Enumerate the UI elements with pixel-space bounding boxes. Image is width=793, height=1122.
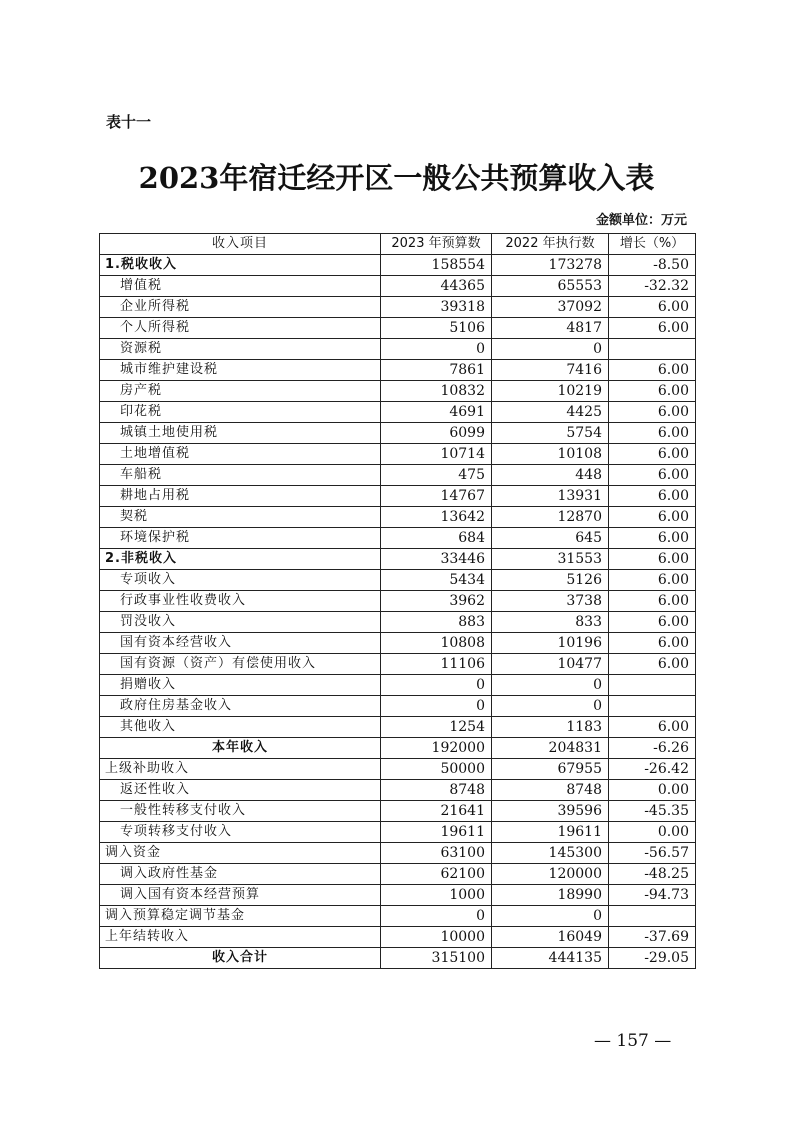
actual-cell: 8748 <box>492 780 609 801</box>
growth-cell: 6.00 <box>609 381 696 402</box>
table-row <box>100 591 696 612</box>
growth-cell <box>609 339 696 360</box>
table-row <box>100 738 696 759</box>
table-row <box>100 423 696 444</box>
budget-cell: 63100 <box>381 843 492 864</box>
actual-cell: 448 <box>492 465 609 486</box>
budget-cell: 8748 <box>381 780 492 801</box>
actual-cell: 18990 <box>492 885 609 906</box>
growth-cell: 6.00 <box>609 570 696 591</box>
growth-cell: -6.26 <box>609 738 696 759</box>
table-row <box>100 948 696 969</box>
actual-cell: 145300 <box>492 843 609 864</box>
growth-cell: 6.00 <box>609 402 696 423</box>
actual-cell: 444135 <box>492 948 609 969</box>
growth-cell: 6.00 <box>609 549 696 570</box>
budget-cell: 14767 <box>381 486 492 507</box>
row-item-name: 上年结转收入 <box>100 927 381 948</box>
row-item-name: 车船税 <box>100 465 381 486</box>
table-row <box>100 486 696 507</box>
actual-cell: 39596 <box>492 801 609 822</box>
row-item-name: 资源税 <box>100 339 381 360</box>
budget-cell: 10714 <box>381 444 492 465</box>
budget-cell: 0 <box>381 339 492 360</box>
actual-cell: 16049 <box>492 927 609 948</box>
actual-cell: 204831 <box>492 738 609 759</box>
table-row <box>100 801 696 822</box>
row-item-name: 调入政府性基金 <box>100 864 381 885</box>
row-item-name: 调入资金 <box>100 843 381 864</box>
row-item-name: 城镇土地使用税 <box>100 423 381 444</box>
page-title: 2023年宿迁经开区一般公共预算收入表 <box>138 161 655 195</box>
growth-cell <box>609 906 696 927</box>
budget-cell: 39318 <box>381 297 492 318</box>
budget-cell: 0 <box>381 675 492 696</box>
actual-cell: 0 <box>492 906 609 927</box>
actual-cell: 5754 <box>492 423 609 444</box>
actual-cell: 12870 <box>492 507 609 528</box>
budget-cell: 475 <box>381 465 492 486</box>
growth-cell: -29.05 <box>609 948 696 969</box>
growth-cell: 0.00 <box>609 780 696 801</box>
table-row <box>100 696 696 717</box>
table-row <box>100 612 696 633</box>
row-item-name: 2.非税收入 <box>100 549 381 570</box>
budget-cell: 0 <box>381 696 492 717</box>
table-row <box>100 759 696 780</box>
budget-cell: 62100 <box>381 864 492 885</box>
table-row <box>100 255 696 276</box>
row-item-name: 专项收入 <box>100 570 381 591</box>
growth-cell: 0.00 <box>609 822 696 843</box>
table-row <box>100 339 696 360</box>
growth-cell <box>609 675 696 696</box>
actual-cell: 67955 <box>492 759 609 780</box>
table-row <box>100 675 696 696</box>
growth-cell: 6.00 <box>609 318 696 339</box>
budget-cell: 315100 <box>381 948 492 969</box>
growth-cell: 6.00 <box>609 717 696 738</box>
row-item-name: 一般性转移支付收入 <box>100 801 381 822</box>
table-row <box>100 906 696 927</box>
actual-cell: 120000 <box>492 864 609 885</box>
budget-cell: 192000 <box>381 738 492 759</box>
budget-cell: 4691 <box>381 402 492 423</box>
table-row <box>100 381 696 402</box>
row-item-name: 国有资本经营收入 <box>100 633 381 654</box>
actual-cell: 31553 <box>492 549 609 570</box>
actual-cell: 13931 <box>492 486 609 507</box>
table-row <box>100 444 696 465</box>
page-number: — 157 — <box>594 1031 672 1051</box>
growth-cell: 6.00 <box>609 297 696 318</box>
row-item-name: 个人所得税 <box>100 318 381 339</box>
table-row <box>100 318 696 339</box>
column-header-budget: 2023 年预算数 <box>381 234 492 255</box>
row-item-name: 1.税收收入 <box>100 255 381 276</box>
row-item-name: 其他收入 <box>100 717 381 738</box>
table-row <box>100 780 696 801</box>
table-body <box>100 255 696 969</box>
budget-cell: 684 <box>381 528 492 549</box>
budget-cell: 1000 <box>381 885 492 906</box>
budget-cell: 19611 <box>381 822 492 843</box>
table-row <box>100 843 696 864</box>
row-item-name: 调入国有资本经营预算 <box>100 885 381 906</box>
row-item-name: 调入预算稳定调节基金 <box>100 906 381 927</box>
table-row <box>100 717 696 738</box>
actual-cell: 4817 <box>492 318 609 339</box>
growth-cell: 6.00 <box>609 654 696 675</box>
actual-cell: 645 <box>492 528 609 549</box>
growth-cell: 6.00 <box>609 633 696 654</box>
row-item-name: 返还性收入 <box>100 780 381 801</box>
table-row <box>100 297 696 318</box>
table-row <box>100 927 696 948</box>
budget-cell: 883 <box>381 612 492 633</box>
actual-cell: 0 <box>492 339 609 360</box>
actual-cell: 1183 <box>492 717 609 738</box>
growth-cell: -56.57 <box>609 843 696 864</box>
row-item-name: 国有资源（资产）有偿使用收入 <box>100 654 381 675</box>
budget-cell: 11106 <box>381 654 492 675</box>
budget-cell: 5106 <box>381 318 492 339</box>
actual-cell: 10108 <box>492 444 609 465</box>
actual-cell: 65553 <box>492 276 609 297</box>
budget-cell: 7861 <box>381 360 492 381</box>
budget-cell: 0 <box>381 906 492 927</box>
actual-cell: 0 <box>492 696 609 717</box>
row-item-name: 专项转移支付收入 <box>100 822 381 843</box>
actual-cell: 0 <box>492 675 609 696</box>
table-row <box>100 822 696 843</box>
row-item-name: 捐赠收入 <box>100 675 381 696</box>
actual-cell: 37092 <box>492 297 609 318</box>
row-item-name: 政府住房基金收入 <box>100 696 381 717</box>
growth-cell: 6.00 <box>609 360 696 381</box>
budget-cell: 10808 <box>381 633 492 654</box>
table-row <box>100 528 696 549</box>
row-item-name: 印花税 <box>100 402 381 423</box>
row-item-name: 行政事业性收费收入 <box>100 591 381 612</box>
actual-cell: 4425 <box>492 402 609 423</box>
growth-cell: 6.00 <box>609 612 696 633</box>
growth-cell: 6.00 <box>609 465 696 486</box>
column-header-actual: 2022 年执行数 <box>492 234 609 255</box>
actual-cell: 833 <box>492 612 609 633</box>
row-item-name: 上级补助收入 <box>100 759 381 780</box>
growth-cell: -32.32 <box>609 276 696 297</box>
table-row <box>100 885 696 906</box>
growth-cell: -8.50 <box>609 255 696 276</box>
actual-cell: 10196 <box>492 633 609 654</box>
row-item-name: 耕地占用税 <box>100 486 381 507</box>
budget-cell: 10832 <box>381 381 492 402</box>
table-number: 表十一 <box>106 113 152 131</box>
budget-cell: 158554 <box>381 255 492 276</box>
table-row <box>100 549 696 570</box>
budget-cell: 1254 <box>381 717 492 738</box>
row-item-name: 环境保护税 <box>100 528 381 549</box>
table-row <box>100 402 696 423</box>
growth-cell: -37.69 <box>609 927 696 948</box>
table-row <box>100 570 696 591</box>
budget-cell: 33446 <box>381 549 492 570</box>
budget-cell: 5434 <box>381 570 492 591</box>
row-item-name: 土地增值税 <box>100 444 381 465</box>
growth-cell: 6.00 <box>609 486 696 507</box>
growth-cell: 6.00 <box>609 507 696 528</box>
column-header-growth: 增长（%） <box>609 234 696 255</box>
row-item-name: 城市维护建设税 <box>100 360 381 381</box>
budget-cell: 50000 <box>381 759 492 780</box>
growth-cell: 6.00 <box>609 444 696 465</box>
actual-cell: 5126 <box>492 570 609 591</box>
growth-cell: -45.35 <box>609 801 696 822</box>
actual-cell: 10219 <box>492 381 609 402</box>
budget-cell: 13642 <box>381 507 492 528</box>
table-header-row <box>100 234 696 255</box>
row-item-name: 房产税 <box>100 381 381 402</box>
column-header-item: 收入项目 <box>100 234 381 255</box>
actual-cell: 3738 <box>492 591 609 612</box>
budget-cell: 44365 <box>381 276 492 297</box>
table-row <box>100 276 696 297</box>
growth-cell: 6.00 <box>609 591 696 612</box>
unit-label: 金额单位：万元 <box>595 213 687 228</box>
growth-cell: -26.42 <box>609 759 696 780</box>
growth-cell: -94.73 <box>609 885 696 906</box>
table-row <box>100 864 696 885</box>
actual-cell: 7416 <box>492 360 609 381</box>
actual-cell: 173278 <box>492 255 609 276</box>
growth-cell: -48.25 <box>609 864 696 885</box>
row-item-name: 企业所得税 <box>100 297 381 318</box>
row-item-name: 收入合计 <box>100 948 381 969</box>
revenue-table <box>99 233 696 969</box>
growth-cell: 6.00 <box>609 528 696 549</box>
growth-cell: 6.00 <box>609 423 696 444</box>
row-item-name: 契税 <box>100 507 381 528</box>
row-item-name: 本年收入 <box>100 738 381 759</box>
budget-cell: 21641 <box>381 801 492 822</box>
actual-cell: 19611 <box>492 822 609 843</box>
growth-cell <box>609 696 696 717</box>
table-row <box>100 507 696 528</box>
row-item-name: 罚没收入 <box>100 612 381 633</box>
budget-cell: 6099 <box>381 423 492 444</box>
actual-cell: 10477 <box>492 654 609 675</box>
table-row <box>100 360 696 381</box>
row-item-name: 增值税 <box>100 276 381 297</box>
table-row <box>100 633 696 654</box>
table-row <box>100 465 696 486</box>
table-row <box>100 654 696 675</box>
budget-cell: 10000 <box>381 927 492 948</box>
budget-cell: 3962 <box>381 591 492 612</box>
